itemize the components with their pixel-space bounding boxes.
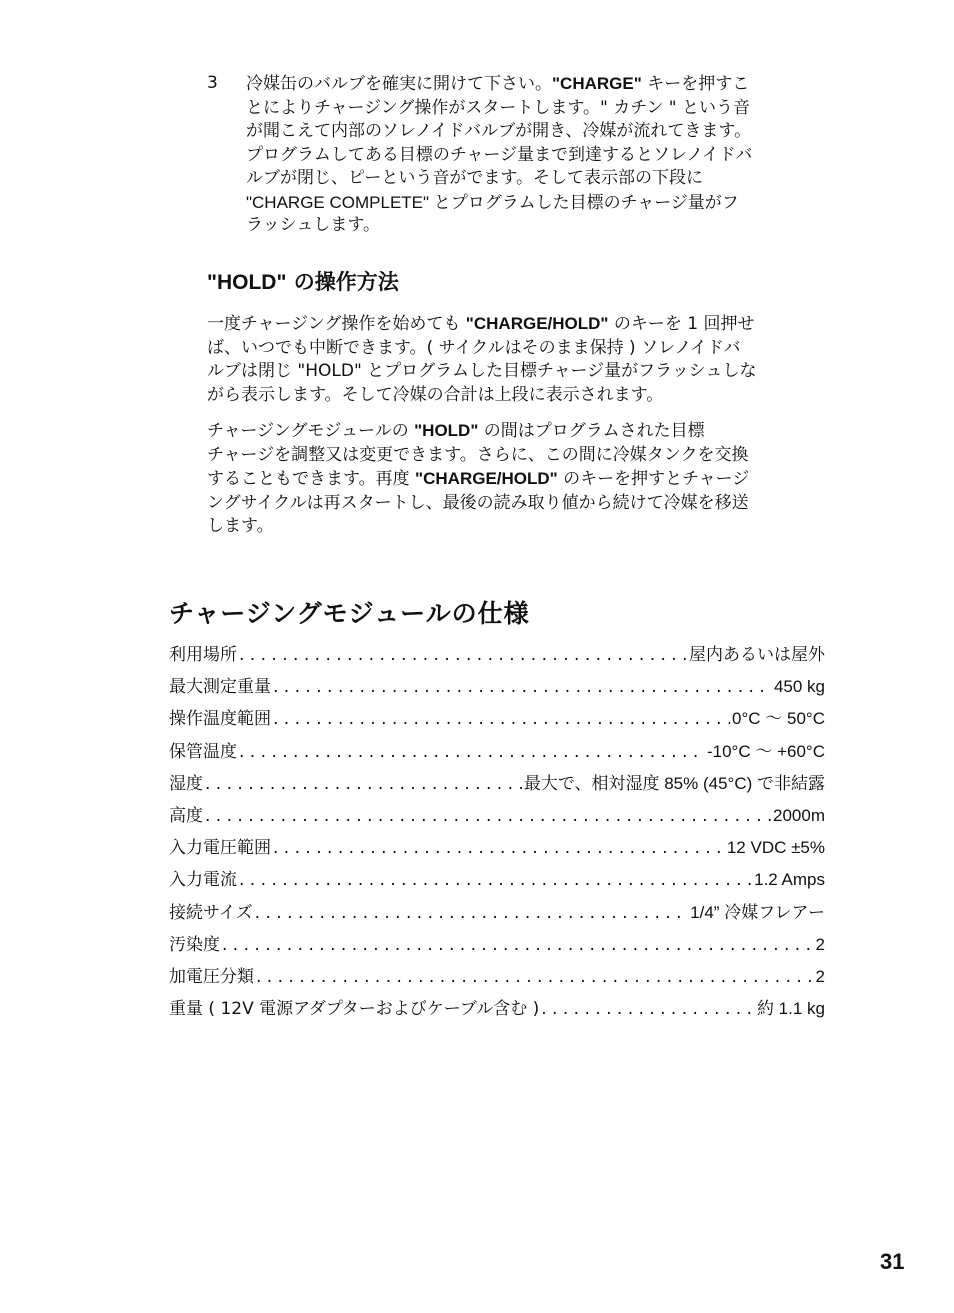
bold-key-name: "CHARGE/HOLD" (465, 314, 609, 333)
text-segment: の間はプログラムされた目標 (478, 421, 705, 441)
spec-row (169, 737, 825, 769)
spec-label: 高度 (169, 805, 203, 826)
spec-value: 2 (815, 966, 825, 986)
dot-leader (273, 838, 725, 858)
spec-value: 1/4” 冷媒フレアー (690, 902, 825, 922)
paragraph-line (207, 467, 825, 492)
spec-value: 2 (815, 934, 825, 954)
dot-leader (273, 677, 772, 697)
step-3-line: が聞こえて内部のソレノイドバルブが開き、冷媒が流れてきます。 (246, 121, 752, 141)
spec-label: 入力電流 (169, 870, 237, 891)
step-3-line: "CHARGE COMPLETE" とプログラムした目標のチャージ量がフ (246, 192, 739, 212)
text-segment: のキーを押すとチャージ (557, 469, 750, 489)
spec-label: 加電圧分類 (169, 966, 254, 987)
paragraph-line: チャージを調整又は変更できます。さらに、この間に冷媒タンクを交換 (207, 444, 749, 465)
spec-value: 0°C ～ 50°C (732, 709, 825, 729)
spec-row (169, 994, 825, 1026)
dot-leader (239, 742, 705, 762)
specs-heading: チャージングモジュールの仕様 (169, 599, 530, 628)
step-3-text (246, 72, 826, 238)
spec-row (169, 672, 825, 704)
spec-row (169, 640, 825, 672)
spec-label: 汚染度 (169, 934, 220, 955)
dot-leader (541, 999, 755, 1019)
spec-value: 450 kg (773, 677, 825, 697)
paragraph-line: がら表示します。そして冷媒の合計は上段に表示されます。 (207, 384, 664, 405)
heading-key-name: "HOLD" (207, 271, 287, 294)
step-3-line: プログラムしてある目標のチャージ量まで到達するとソレノイドバ (246, 144, 753, 165)
spec-row (169, 898, 825, 930)
dot-leader (273, 709, 730, 729)
hold-paragraph-2 (207, 419, 825, 539)
spec-label: 保管温度 (169, 741, 237, 762)
page-number: 31 (880, 1249, 905, 1274)
spec-value: 最大で、相対湿度 85% (45°C) で非結露 (523, 773, 825, 793)
spec-value: 1.2 Amps (754, 870, 825, 890)
dot-leader (256, 967, 814, 987)
spec-label: 最大測定重量 (169, 677, 271, 698)
bold-key-name: "HOLD" (414, 421, 479, 440)
spec-row (169, 930, 825, 962)
spec-label: 利用場所 (169, 645, 237, 665)
text-segment: 冷媒缶のバルブを確実に開けて下さい。 (246, 74, 552, 94)
step-3-line (246, 72, 826, 97)
bold-key-name: "CHARGE" (552, 74, 642, 93)
paragraph-line (207, 419, 825, 444)
spec-value: -10°C ～ +60°C (706, 741, 825, 761)
heading-text: の操作方法 (286, 270, 399, 294)
dot-leader (239, 870, 752, 890)
text-segment: チャージングモジュールの (207, 421, 415, 441)
specs-list (169, 640, 825, 1026)
hold-section-heading (207, 266, 399, 296)
spec-value: 屋内あるいは屋外 (689, 645, 825, 664)
spec-row (169, 833, 825, 865)
paragraph-line (207, 312, 825, 337)
spec-label: 湿度 (169, 773, 203, 794)
text-segment: のキーを 1 回押せ (608, 314, 755, 334)
text-segment: 一度チャージング操作を始めても (207, 314, 466, 334)
dot-leader (239, 645, 687, 665)
dot-leader (205, 774, 522, 794)
step-3-line: ルブが閉じ、ピーという音がでます。そして表示部の下段に (246, 168, 703, 188)
paragraph-line: ングサイクルは再スタートし、最後の読み取り値から続けて冷媒を移送 (207, 492, 749, 513)
text-segment: キーを押すこ (641, 74, 750, 94)
paragraph-line: ば、いつでも中断できます。( サイクルはそのまま保持 ) ソレノイドバ (207, 337, 741, 358)
spec-row (169, 801, 825, 833)
spec-row (169, 962, 825, 994)
step-number: 3 (207, 73, 218, 93)
spec-value: 2000m (773, 805, 825, 825)
paragraph-line: します。 (207, 516, 274, 536)
step-3-line: ラッシュします。 (246, 215, 380, 235)
spec-row (169, 769, 825, 801)
paragraph-line: ルブは閉じ "HOLD" とプログラムした目標チャージ量がフラッシュしな (207, 361, 757, 381)
spec-row (169, 704, 825, 736)
dot-leader (222, 935, 814, 955)
spec-label: 重量 ( 12V 電源アダプターおよびケーブル含む ) (169, 999, 540, 1020)
step-3-line: とによりチャージング操作がスタートします。" カチン " という音 (246, 97, 751, 118)
dot-leader (255, 903, 689, 923)
spec-label: 入力電圧範囲 (169, 838, 271, 859)
bold-key-name: "CHARGE/HOLD" (415, 469, 558, 488)
spec-label: 接続サイズ (169, 902, 253, 923)
spec-value: 約 1.1 kg (756, 999, 825, 1019)
spec-value: 12 VDC ±5% (726, 838, 825, 858)
hold-paragraph-1 (207, 312, 825, 407)
spec-row (169, 865, 825, 897)
text-segment: することもできます。再度 (207, 469, 416, 489)
spec-label: 操作温度範囲 (169, 709, 271, 730)
dot-leader (205, 806, 771, 826)
